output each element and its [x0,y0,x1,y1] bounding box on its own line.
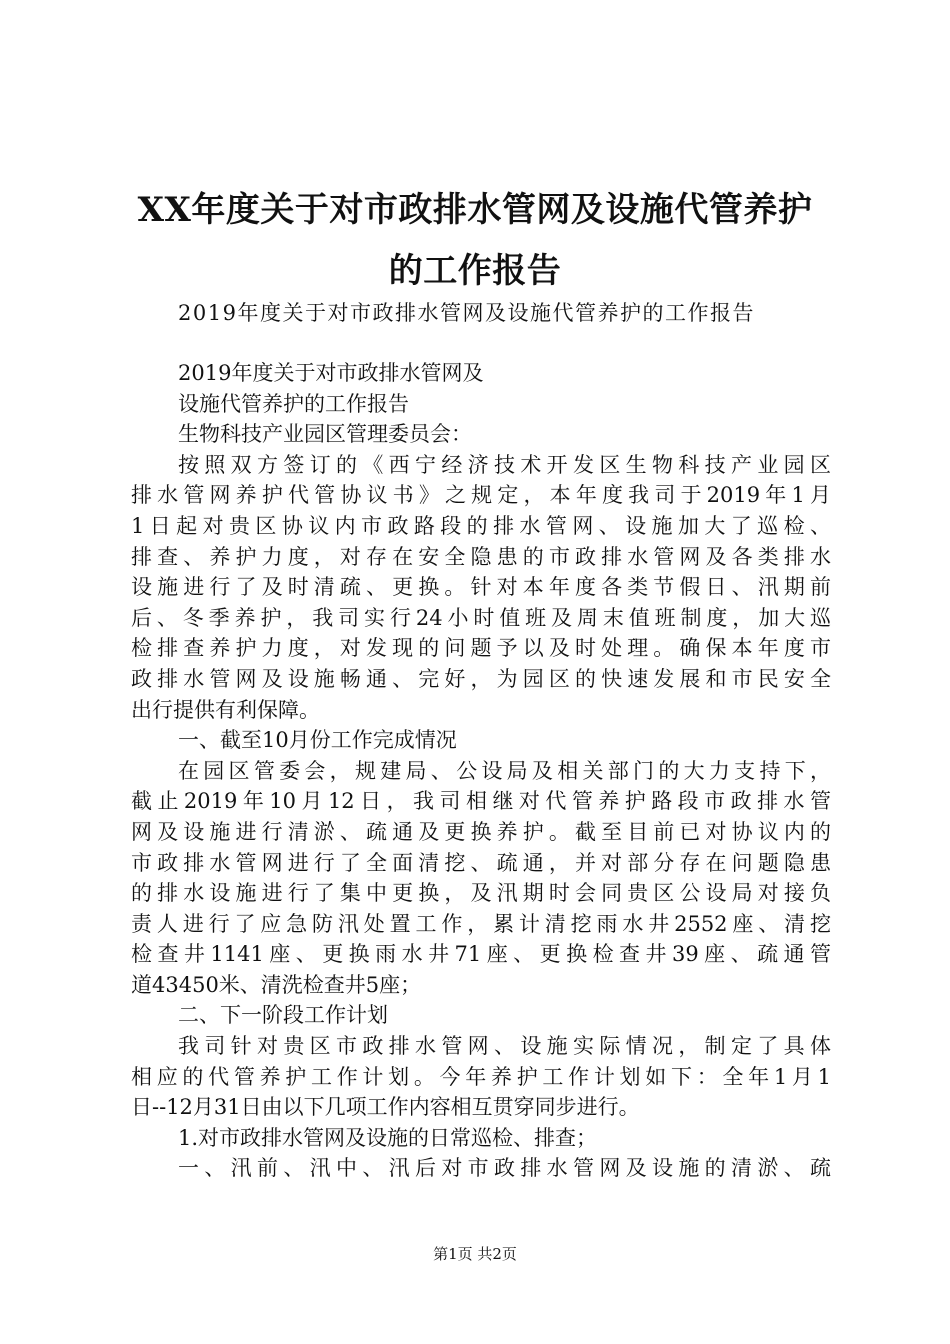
document-title-line-1: XX年度关于对市政排水管网及设施代管养护 [137,190,813,230]
body-line: 2019年度关于对市政排水管网及 [178,361,484,385]
body-line: 二、下一阶段工作计划 [178,1003,388,1028]
body-line: 在园区管委会，规建局、公设局及相关部门的大力支持下， [178,758,831,783]
body-line: 道43450米、清洗检查井5座； [131,972,422,997]
body-line: 生物科技产业园区管理委员会： [178,422,472,447]
body-line: 1日起对贵区协议内市政路段的排水管网、设施加大了巡检、 [131,513,831,538]
body-line: 我司针对贵区市政排水管网、设施实际情况，制定了具体 [178,1034,831,1059]
body-line: 检查井1141座、更换雨水井71座、更换检查井39座、疏通管 [131,942,831,967]
body-line: 一、汛前、汛中、汛后对市政排水管网及设施的清淤、疏 [178,1156,831,1181]
body-line: 设施代管养护的工作报告 [178,391,409,416]
body-line: 一、截至10月份工作完成情况 [178,728,457,753]
body-line: 市政排水管网进行了全面清挖、疏通，并对部分存在问题隐患 [131,850,831,875]
body-line: 检排查养护力度，对发现的问题予以及时处理。确保本年度市 [131,636,831,661]
body-line: 后、冬季养护，我司实行24小时值班及周末值班制度，加大巡 [131,605,831,630]
body-line: 出行提供有利保障。 [131,697,320,722]
body-line: 责人进行了应急防汛处置工作，累计清挖雨水井2552座、清挖 [131,911,831,936]
body-line: 相应的代管养护工作计划。今年养护工作计划如下：全年1月1 [131,1064,831,1089]
body-line: 日--12月31日由以下几项工作内容相互贯穿同步进行。 [131,1095,640,1120]
body-line: 设施进行了及时清疏、更换。针对本年度各类节假日、汛期前 [131,575,831,600]
body-line: 政排水管网及设施畅通、完好，为园区的快速发展和市民安全 [131,666,831,691]
document-body [131,358,831,1184]
body-line: 1.对市政排水管网及设施的日常巡检、排查； [178,1125,598,1150]
body-line: 网及设施进行清淤、疏通及更换养护。截至目前已对协议内的 [131,819,831,844]
body-line: 的排水设施进行了集中更换，及汛期时会同贵区公设局对接负 [131,881,831,906]
page-footer: 第1页 共2页 [433,1245,517,1263]
document-subtitle: 2019年度关于对市政排水管网及设施代管养护的工作报告 [178,301,755,325]
body-line: 按照双方签订的《西宁经济技术开发区生物科技产业园区 [178,452,831,477]
body-line: 截止2019年10月12日，我司相继对代管养护路段市政排水管 [131,789,831,814]
body-line: 排水管网养护代管协议书》之规定，本年度我司于2019年1月 [131,483,831,508]
body-line: 排查、养护力度，对存在安全隐患的市政排水管网及各类排水 [131,544,831,569]
document-title-line-2: 的工作报告 [388,251,562,291]
